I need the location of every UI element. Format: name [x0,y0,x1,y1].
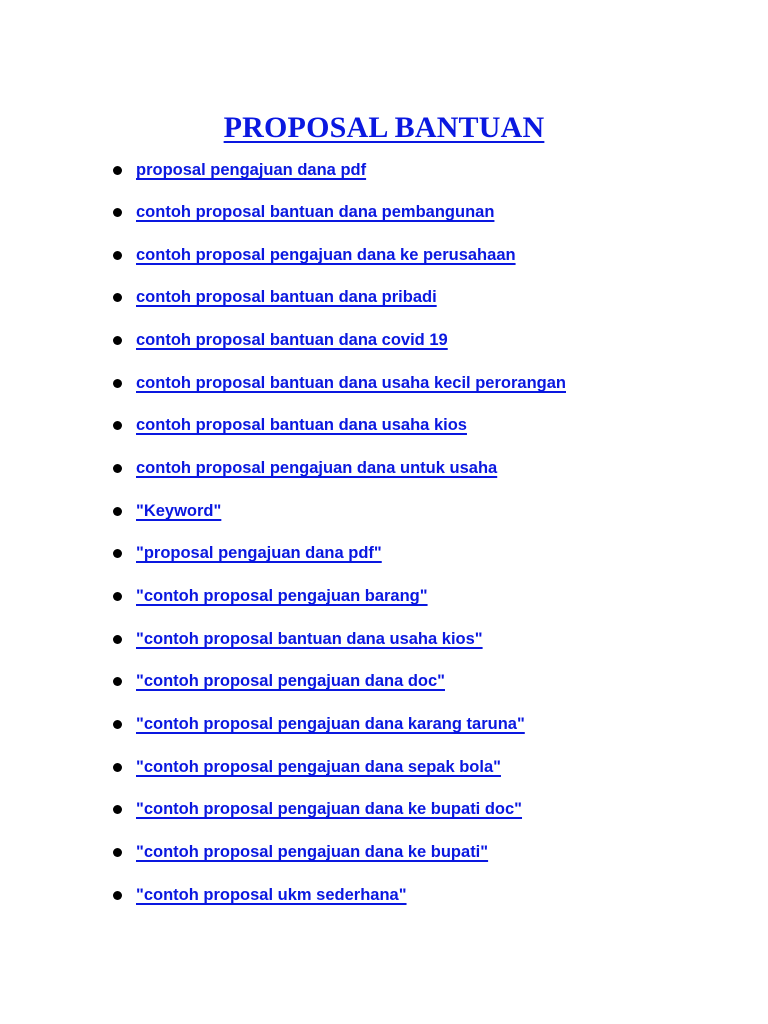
list-link[interactable]: contoh proposal pengajuan dana untuk usaha [136,459,498,477]
bullet-icon [113,805,122,814]
bullet-icon [113,677,122,686]
list-link[interactable]: "proposal pengajuan dana pdf" [136,544,382,562]
list-link[interactable]: "contoh proposal pengajuan dana doc" [136,672,445,690]
bullet-icon [113,166,122,175]
list-link[interactable]: contoh proposal pengajuan dana ke perusahaan [136,246,516,264]
list-link[interactable]: contoh proposal bantuan dana usaha kios [136,416,467,434]
list-link[interactable]: "Keyword" [136,502,222,520]
list-link[interactable]: "contoh proposal pengajuan dana karang taruna" [136,715,525,733]
bullet-icon [113,592,122,601]
list-link[interactable]: contoh proposal bantuan dana usaha kecil perorangan [136,374,566,392]
bullet-icon [113,336,122,345]
bullet-icon [113,720,122,729]
bullet-icon [113,549,122,558]
list-link[interactable]: "contoh proposal pengajuan dana ke bupati doc" [136,800,523,818]
page-title: PROPOSAL BANTUAN [223,111,545,144]
bullet-icon [113,891,122,900]
list-link[interactable]: contoh proposal bantuan dana pribadi [136,288,437,306]
list-link[interactable]: contoh proposal bantuan dana pembangunan [136,203,495,221]
bullet-icon [113,464,122,473]
bullet-icon [113,379,122,388]
list-link[interactable]: "contoh proposal ukm sederhana" [136,886,407,904]
list-link[interactable]: "contoh proposal pengajuan dana ke bupati" [136,843,489,861]
bullet-icon [113,848,122,857]
list-link[interactable]: proposal pengajuan dana pdf [136,161,367,179]
bullet-icon [113,293,122,302]
list-link[interactable]: "contoh proposal pengajuan dana sepak bola" [136,758,501,776]
list-link[interactable]: "contoh proposal bantuan dana usaha kios" [136,630,483,648]
bullet-icon [113,635,122,644]
bullet-icon [113,208,122,217]
list-link[interactable]: "contoh proposal pengajuan barang" [136,587,428,605]
bullet-icon [113,507,122,516]
bullet-icon [113,763,122,772]
bullet-icon [113,421,122,430]
list-link[interactable]: contoh proposal bantuan dana covid 19 [136,331,448,349]
bullet-icon [113,251,122,260]
